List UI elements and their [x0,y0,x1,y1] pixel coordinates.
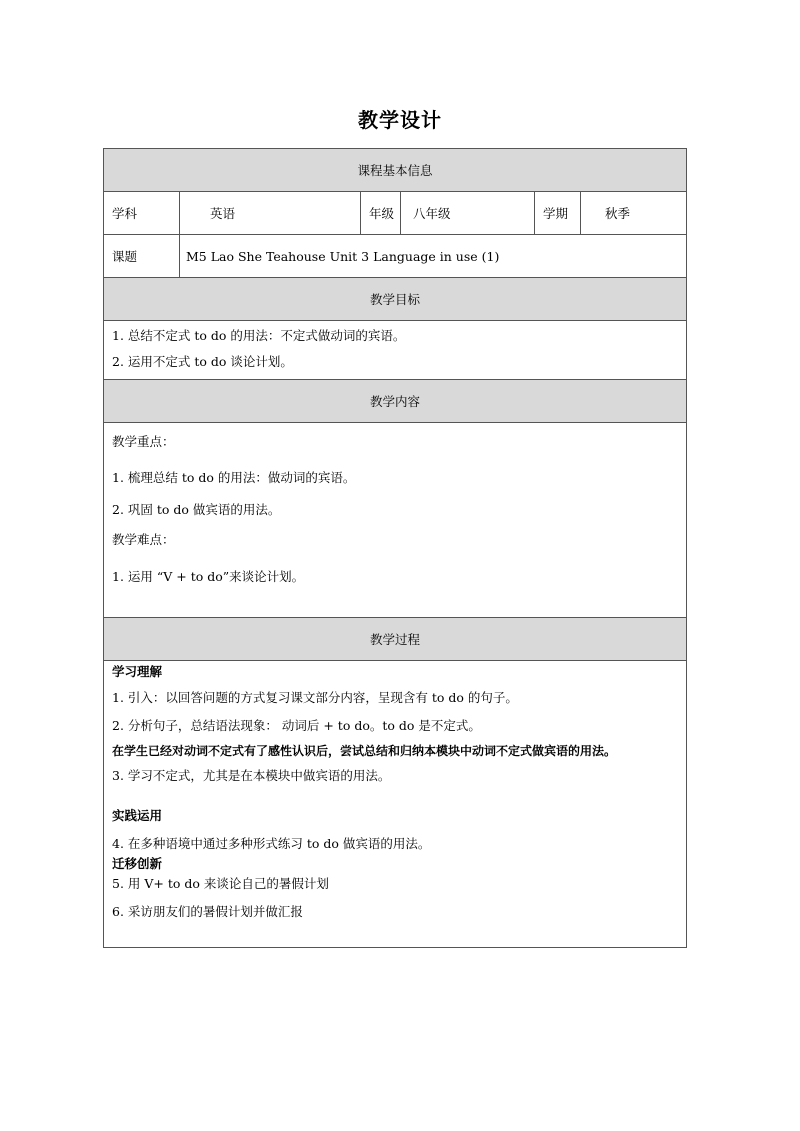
process-item: 1. 引入：以回答问题的方式复习课文部分内容，呈现含有 to do 的句子。 [112,690,518,706]
lesson-plan-table [103,148,687,948]
term-value: 秋季 [581,192,687,235]
topic-value: M5 Lao She Teahouse Unit 3 Language in use (1) [180,235,687,278]
content-header: 教学内容 [104,380,687,423]
subject-label: 学科 [104,192,180,235]
process-header: 教学过程 [104,618,687,661]
objectives-body [104,321,687,380]
process-item: 4. 在多种语境中通过多种形式练习 to do 做宾语的用法。 [112,836,431,852]
objective-item: 1. 总结不定式 to do 的用法：不定式做动词的宾语。 [112,328,406,343]
key-points-label: 教学重点： [112,434,175,449]
section-practice-title: 实践运用 [112,807,163,823]
process-body [104,661,687,948]
process-item: 3. 学习不定式，尤其是在本模块中做宾语的用法。 [112,767,391,783]
section-learning-title: 学习理解 [112,664,163,679]
difficulty-item: 1. 运用 “V + to do”来谈论计划。 [112,568,305,584]
key-point-item: 2. 巩固 to do 做宾语的用法。 [112,502,281,518]
process-bold-note: 在学生已经对动词不定式有了感性认识后，尝试总结和归纳本模块中动词不定式做宾语的用法。 [112,744,617,759]
term-label: 学期 [535,192,581,235]
process-item: 5. 用 V+ to do 来谈论自己的暑假计划 [112,876,329,892]
document-title: 教学设计 [358,108,442,132]
section-transfer-title: 迁移创新 [112,856,163,872]
basic-info-header: 课程基本信息 [104,149,687,192]
content-body [104,423,687,618]
grade-value: 八年级 [401,192,535,235]
key-point-item: 1. 梳理总结 to do 的用法：做动词的宾语。 [112,470,356,486]
objective-item: 2. 运用不定式 to do 谈论计划。 [112,354,293,370]
topic-label: 课题 [104,235,180,278]
grade-label: 年级 [361,192,401,235]
difficulties-label: 教学难点： [112,532,175,548]
objectives-header: 教学目标 [104,278,687,321]
subject-value: 英语 [180,192,361,235]
process-item: 2. 分析句子，总结语法现象： 动词后 + to do。to do 是不定式。 [112,718,481,734]
process-item: 6. 采访朋友们的暑假计划并做汇报 [112,904,303,920]
